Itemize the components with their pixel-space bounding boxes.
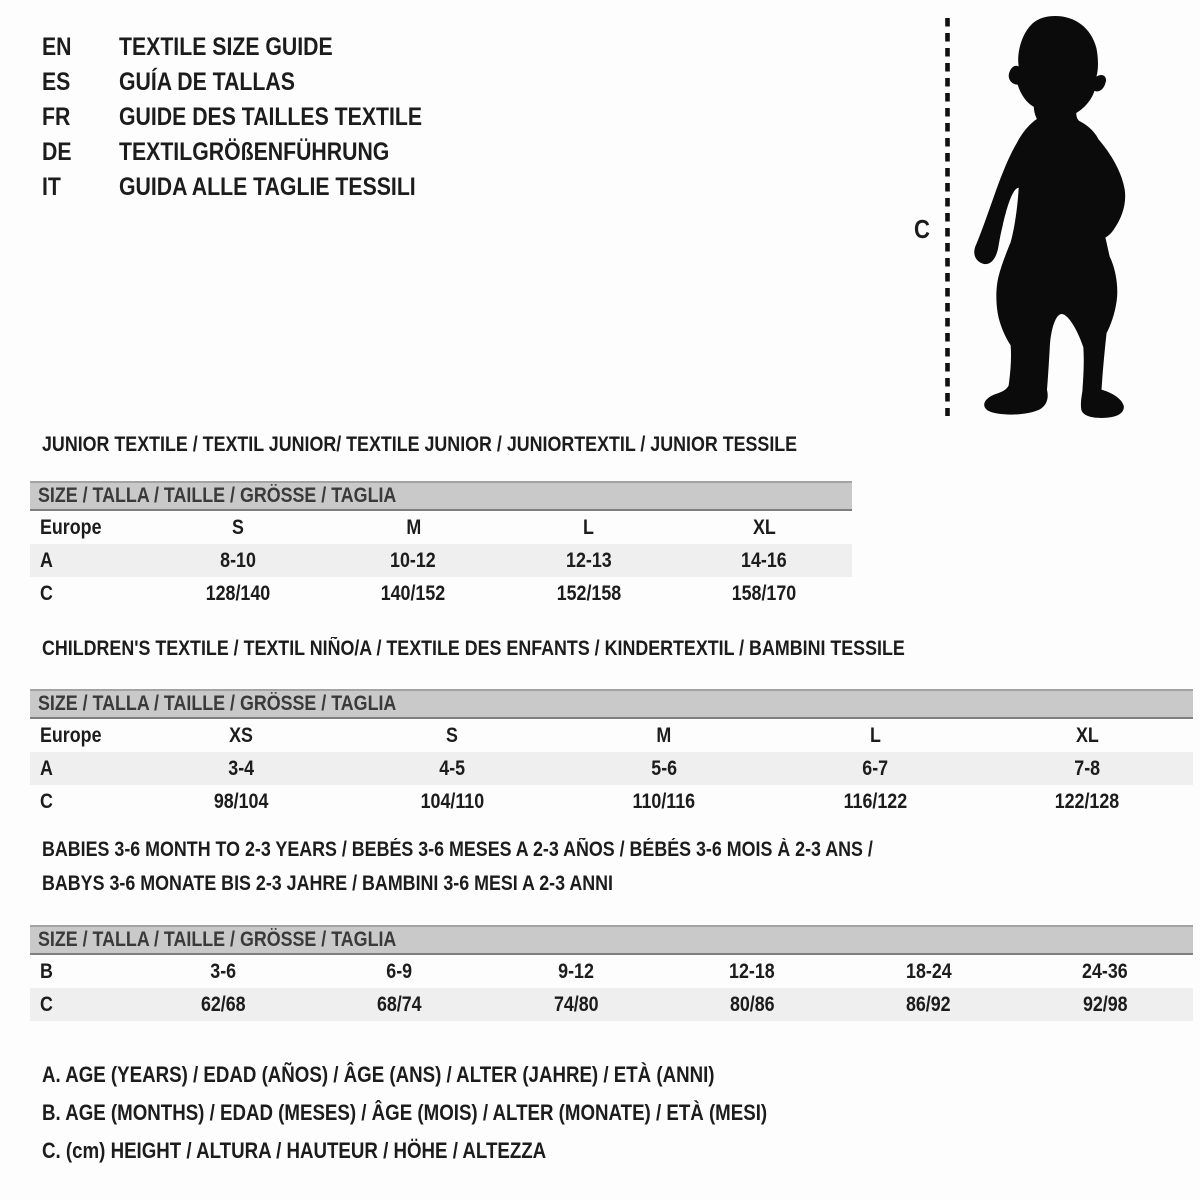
table-cell: 86/92 (906, 992, 951, 1016)
junior-section-title: JUNIOR TEXTILE / TEXTIL JUNIOR/ TEXTILE JUNIOR / JUNIORTEXTIL / JUNIOR TESSILE (42, 433, 798, 456)
column-header: L (583, 515, 595, 539)
column-header: XL (752, 515, 776, 539)
language-code: IT (42, 173, 61, 201)
table-cell: 3-4 (227, 756, 254, 780)
language-row-it (42, 170, 476, 205)
column-header: XL (1075, 723, 1099, 747)
measure-c-label: C (914, 214, 930, 244)
table-cell: 3-6 (210, 959, 237, 983)
region-label-cell: Europe (40, 723, 102, 747)
language-row-es (42, 65, 476, 100)
region-label-cell: Europe (40, 515, 102, 539)
table-header-row (30, 719, 1193, 752)
junior-size-table (30, 481, 852, 610)
table-cell: 7-8 (1074, 756, 1101, 780)
guide-title-de: TEXTILGRÖßENFÜHRUNG (119, 138, 390, 166)
language-row-de (42, 135, 476, 170)
table-cell: 116/122 (843, 789, 908, 813)
column-header: S (231, 515, 244, 539)
language-code: EN (42, 33, 72, 61)
height-measure-figure (896, 12, 1196, 424)
table-cell: 152/158 (556, 581, 622, 605)
table-cell: 74/80 (553, 992, 599, 1016)
table-row-age (30, 752, 1193, 785)
table-cell: 80/86 (729, 992, 775, 1016)
children-size-table (30, 689, 1193, 818)
table-cell: 158/170 (731, 581, 797, 605)
table-row-months (30, 955, 1193, 988)
babies-section-title-line2: BABYS 3-6 MONATE BIS 2-3 JAHRE / BAMBINI 3-6 MESI A 2-3 ANNI (42, 872, 613, 895)
table-cell: 140/152 (380, 581, 446, 605)
row-label: C (40, 581, 53, 605)
dashed-height-line (944, 16, 951, 418)
row-label: B (40, 959, 53, 983)
row-label: C (40, 992, 53, 1016)
legend-line-a: A. AGE (YEARS) / EDAD (AÑOS) / ÂGE (ANS) / ALTER (JAHRE) / ETÀ (ANNI) (42, 1062, 715, 1087)
table-cell: 5-6 (651, 756, 677, 780)
table-cell: 12-18 (729, 959, 775, 983)
baby-silhouette-icon (962, 14, 1136, 420)
guide-title-it: GUIDA ALLE TAGLIE TESSILI (119, 173, 416, 201)
table-cell: 68/74 (377, 992, 422, 1016)
language-code: DE (42, 138, 72, 166)
table-cell: 6-9 (386, 959, 413, 983)
table-cell: 122/128 (1054, 789, 1120, 813)
table-header-row (30, 511, 852, 544)
table-cell: 6-7 (862, 756, 889, 780)
guide-title-fr: GUIDE DES TAILLES TEXTILE (119, 103, 423, 131)
table-cell: 8-10 (219, 548, 256, 572)
column-header: XS (228, 723, 253, 747)
table-cell: 12-13 (565, 548, 612, 572)
guide-title-es: GUÍA DE TALLAS (119, 68, 295, 96)
row-label: A (40, 756, 53, 780)
table-cell: 104/110 (420, 789, 485, 813)
table-cell: 18-24 (905, 959, 952, 983)
column-header: S (446, 723, 459, 747)
column-header: M (405, 515, 421, 539)
column-header: M (656, 723, 672, 747)
column-header: L (870, 723, 882, 747)
table-cell: 14-16 (741, 548, 788, 572)
measurement-legend (42, 1056, 895, 1170)
table-cell: 110/116 (632, 789, 696, 813)
language-code: ES (42, 68, 71, 96)
table-cell: 9-12 (557, 959, 594, 983)
table-cell: 24-36 (1081, 959, 1128, 983)
table-cell: 4-5 (439, 756, 466, 780)
table-cell: 62/68 (200, 992, 246, 1016)
legend-line-b: B. AGE (MONTHS) / EDAD (MESES) / ÂGE (MOIS) / ALTER (MONATE) / ETÀ (MESI) (42, 1100, 768, 1125)
size-header-bar: SIZE / TALLA / TAILLE / GRÖSSE / TAGLIA (30, 481, 852, 511)
language-code: FR (42, 103, 71, 131)
language-title-list (42, 30, 476, 205)
table-row-height (30, 988, 1193, 1021)
babies-size-table (30, 925, 1193, 1021)
table-cell: 128/140 (205, 581, 271, 605)
guide-title-en: TEXTILE SIZE GUIDE (119, 33, 333, 61)
babies-section-title-line1: BABIES 3-6 MONTH TO 2-3 YEARS / BEBÉS 3-6 MESES A 2-3 AÑOS / BÉBÉS 3-6 MOIS À 2-3 ANS / (42, 838, 873, 861)
size-header-bar: SIZE / TALLA / TAILLE / GRÖSSE / TAGLIA (30, 689, 1193, 719)
language-row-fr (42, 100, 476, 135)
table-cell: 98/104 (213, 789, 269, 813)
size-header-bar: SIZE / TALLA / TAILLE / GRÖSSE / TAGLIA (30, 925, 1193, 955)
table-row-age (30, 544, 852, 577)
table-row-height (30, 785, 1193, 818)
table-cell: 10-12 (390, 548, 437, 572)
table-row-height (30, 577, 852, 610)
language-row-en (42, 30, 476, 65)
legend-line-c: C. (cm) HEIGHT / ALTURA / HAUTEUR / HÖHE / ALTEZZA (42, 1138, 547, 1163)
row-label: A (40, 548, 53, 572)
row-label: C (40, 789, 53, 813)
children-section-title: CHILDREN'S TEXTILE / TEXTIL NIÑO/A / TEXTILE DES ENFANTS / KINDERTEXTIL / BAMBINI TESSILE (42, 637, 905, 660)
table-cell: 92/98 (1082, 992, 1128, 1016)
